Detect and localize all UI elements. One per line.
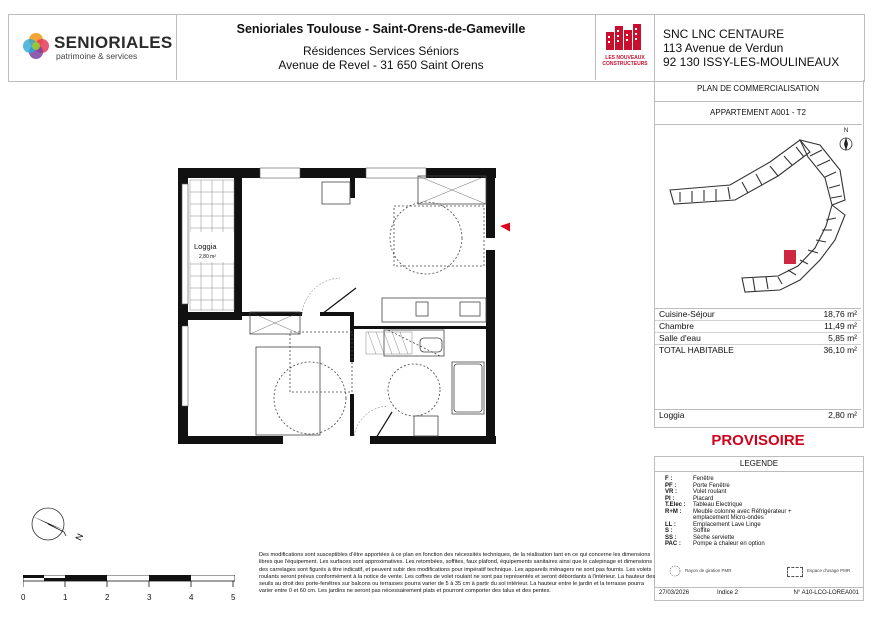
surface-row [655, 333, 861, 345]
scale-label: 4 [189, 593, 194, 602]
room-name: Cuisine-Séjour [659, 309, 715, 319]
divider [176, 14, 177, 80]
status-label: PROVISOIRE [711, 432, 805, 449]
footer-index: Indice 2 [717, 590, 739, 596]
total-label: TOTAL HABITABLE [659, 345, 734, 355]
room-area: 11,49 m² [824, 321, 857, 331]
compass-icon [28, 506, 98, 552]
legend-key: VR : [665, 489, 677, 495]
partner-line1: LES NOUVEAUX [605, 55, 645, 61]
pmr-radius-icon [669, 565, 681, 577]
divider [595, 14, 596, 80]
plan-type: PLAN DE COMMERCIALISATION [696, 84, 820, 93]
legend-item [665, 509, 863, 522]
loggia-label: Loggia [194, 242, 217, 251]
scale-bar-graphic [23, 575, 235, 589]
disclaimer: Des modifications sont susceptibles d'être apportées à ce plan en fonction des nécessités techniques, de la réalisation tant en ce qui concerne les dimensions libres que l'équipement. Les surfaces sont approximatives. Les retombées, soffites, faux plafond, équipements sanitaires ainsi que le calepinage et dimensions des carrelages sont figurés à titre indicatif, et peuvent subir des modifications pour impératif technique. Les appareils ménagers ne sont pas fournis. Les volets roulants seront prévus conformément à la notice de vente. Les coffres de volet roulant ne sont pas représentés et seront débordants à l'intérieur. La hauteur des seuils au droit des porte-fenêtres sur balcons ou terrasses pourra varier de 5 à 35 cm à partir du sol intérieur. La hauteur entre le jardin et la terrasse pourra varier entre 0 et 60 cm. Les jardins ne seront pas nécessairement plats et pourront comporter des talus et des pentes. [259, 552, 656, 595]
pmr-space-icon [787, 567, 803, 577]
legend-value: Soffite [693, 528, 710, 534]
legend-item [665, 541, 863, 548]
legend-key: LL : [665, 521, 676, 528]
compass [28, 506, 98, 552]
scale-label: 2 [105, 593, 110, 602]
legend-list [655, 472, 863, 548]
partner-logo-mark [604, 22, 644, 52]
legend-value: Emplacement Lave Linge [693, 521, 761, 528]
site-key-plan [660, 130, 855, 300]
legend-value: Tableau Electrique [693, 502, 743, 508]
legend-key: S : [665, 528, 673, 534]
floor-plan [170, 162, 510, 452]
legend-title: LEGENDE [655, 457, 863, 472]
legend-key: Pl : [665, 495, 675, 502]
legend-key: T.Elec : [665, 502, 686, 508]
legend-value: Porte Fenêtre [693, 482, 730, 489]
legend-value: Placard [693, 495, 714, 502]
legend-box [654, 456, 864, 588]
surface-table [655, 308, 861, 356]
room-area: 18,76 m² [823, 309, 857, 319]
owner-street: 113 Avenue de Verdun [663, 41, 784, 55]
footer-date: 27/03/2026 [659, 590, 690, 596]
legend-key: SS : [665, 534, 677, 541]
project-subtitle: Résidences Services Séniors [302, 44, 460, 58]
loggia-surface [655, 409, 861, 421]
legend-value: Meuble colonne avec Réfrigérateur + emplacement Micro-ondes [693, 508, 792, 521]
divider [654, 124, 862, 125]
footer-box [654, 586, 864, 601]
room-area: 5,85 m² [828, 333, 857, 343]
legend-key: PAC : [665, 541, 681, 547]
divider [654, 101, 862, 102]
surface-row [655, 321, 861, 333]
loggia-area-label: 2,80 m² [199, 254, 216, 260]
brand-logo [22, 31, 172, 63]
legend-value: Pompe à chaleur en option [693, 541, 765, 547]
surface-row [655, 309, 861, 321]
room-name: Chambre [659, 321, 694, 331]
legend-value: Fenêtre [693, 476, 714, 482]
loggia-name: Loggia [659, 410, 685, 420]
project-address: Avenue de Revel - 31 650 Saint Orens [278, 58, 484, 72]
compass-label: N [73, 531, 86, 543]
scale-label: 5 [231, 593, 236, 602]
loggia-area: 2,80 m² [828, 410, 857, 420]
pmr-space-label: Espace d'usage PMR [807, 568, 851, 573]
total-row [655, 345, 861, 356]
divider [654, 14, 655, 80]
footer-ref: N° A10-LCO-LOREA001 [793, 590, 859, 596]
owner-name: SNC LNC CENTAURE [663, 27, 785, 41]
legend-value: Volet roulant [693, 489, 727, 495]
legend-key: R+M : [665, 508, 682, 515]
pmr-radius-label: Rayon de giration PMR [685, 568, 732, 573]
surface-row [655, 410, 861, 421]
partner-logo [599, 22, 651, 74]
legend-value: Sèche serviette [693, 534, 735, 541]
owner-city: 92 130 ISSY-LES-MOULINEAUX [663, 55, 840, 69]
scale-label: 1 [63, 593, 68, 602]
brand-logo-mark [22, 32, 50, 60]
scale-bar [23, 575, 235, 589]
scale-label: 3 [147, 593, 152, 602]
room-name: Salle d'eau [659, 333, 701, 343]
apartment-label: APPARTEMENT A001 - T2 [710, 108, 806, 117]
partner-line2: CONSTRUCTEURS [602, 61, 648, 67]
legend-key: PF : [665, 482, 677, 489]
north-label: N [843, 128, 849, 134]
scale-label: 0 [21, 593, 26, 602]
project-title: Senioriales Toulouse - Saint-Orens-de-Gameville [236, 22, 526, 36]
brand-name: SENIORIALES [54, 33, 173, 52]
total-value: 36,10 m² [823, 345, 857, 355]
legend-key: F : [665, 476, 673, 482]
brand-tagline: patrimoine & services [56, 51, 138, 61]
